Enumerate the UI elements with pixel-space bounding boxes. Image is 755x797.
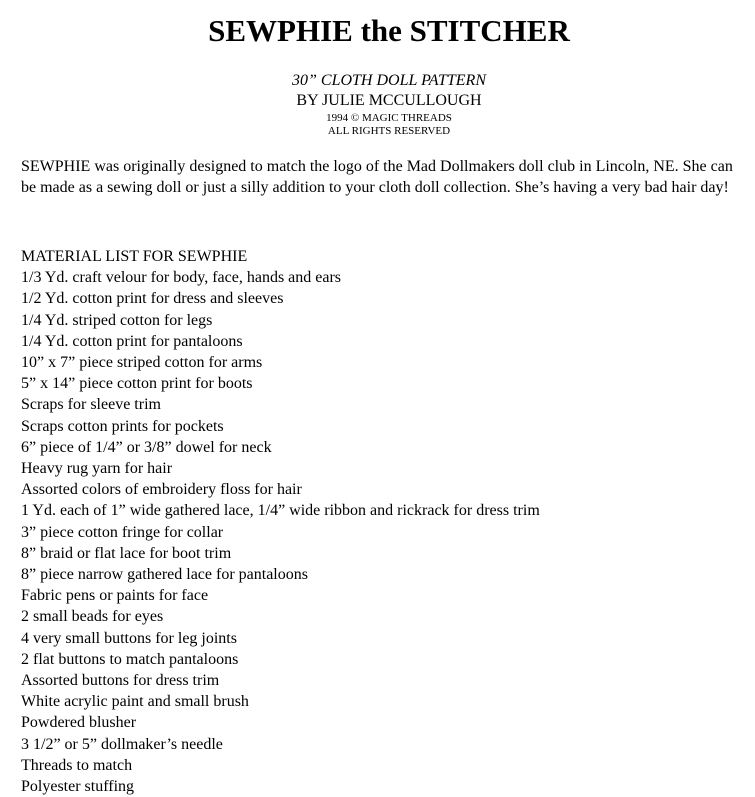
- material-list-item: Powdered blusher: [21, 714, 137, 732]
- material-list-item: 10” x 7” piece striped cotton for arms: [21, 354, 263, 372]
- pattern-subtitle: 30” CLOTH DOLL PATTERN: [292, 72, 486, 89]
- document-title: SEWPHIE the STITCHER: [208, 13, 570, 48]
- copyright-block: [0, 112, 755, 138]
- author-line: BY JULIE MCCULLOUGH: [296, 92, 482, 109]
- material-list-item: Heavy rug yarn for hair: [21, 460, 173, 478]
- rights-line: ALL RIGHTS RESERVED: [327, 125, 451, 137]
- material-list-item: Scraps cotton prints for pockets: [21, 417, 224, 435]
- material-list-item: 8” braid or flat lace for boot trim: [21, 544, 232, 562]
- material-list-item: Fabric pens or paints for face: [21, 587, 209, 605]
- material-list-item: Polyester stuffing: [21, 778, 135, 796]
- material-list-item: 1/4 Yd. striped cotton for legs: [21, 311, 213, 329]
- material-list-item: 1/2 Yd. cotton print for dress and sleeves: [21, 290, 284, 308]
- copyright-line: 1994 © MAGIC THREADS: [326, 112, 452, 124]
- material-list-item: 4 very small buttons for leg joints: [21, 629, 237, 647]
- material-list-heading: MATERIAL LIST FOR SEWPHIE: [21, 248, 248, 265]
- material-list-item: 1/3 Yd. craft velour for body, face, hands and ears: [21, 269, 342, 287]
- material-list-item: 1 Yd. each of 1” wide gathered lace, 1/4” wide ribbon and rickrack for dress trim: [21, 502, 540, 520]
- material-list-item: 2 flat buttons to match pantaloons: [21, 650, 239, 668]
- material-list-item: 8” piece narrow gathered lace for pantaloons: [21, 566, 308, 584]
- material-list-item: 1/4 Yd. cotton print for pantaloons: [21, 332, 243, 350]
- material-list-item: Threads to match: [21, 756, 133, 774]
- material-list-item: 6” piece of 1/4” or 3/8” dowel for neck: [21, 438, 272, 456]
- material-list-item: 3” piece cotton fringe for collar: [21, 523, 224, 541]
- material-list-section: [21, 246, 749, 797]
- intro-paragraph: SEWPHIE was originally designed to match the logo of the Mad Dollmakers doll club in Lincoln, NE. She can be made as a sewing doll or just a silly addition to your cloth doll collection. She’s having a very bad hair day!: [21, 158, 733, 196]
- material-list-item: Assorted buttons for dress trim: [21, 672, 220, 690]
- material-list-item: 3 1/2” or 5” dollmaker’s needle: [21, 735, 223, 753]
- material-list-item: Scraps for sleeve trim: [21, 396, 161, 414]
- material-list-item: 5” x 14” piece cotton print for boots: [21, 375, 253, 393]
- material-list: [21, 267, 749, 797]
- material-list-item: Assorted colors of embroidery floss for hair: [21, 481, 302, 499]
- material-list-item: 2 small beads for eyes: [21, 608, 164, 626]
- material-list-item: White acrylic paint and small brush: [21, 693, 249, 711]
